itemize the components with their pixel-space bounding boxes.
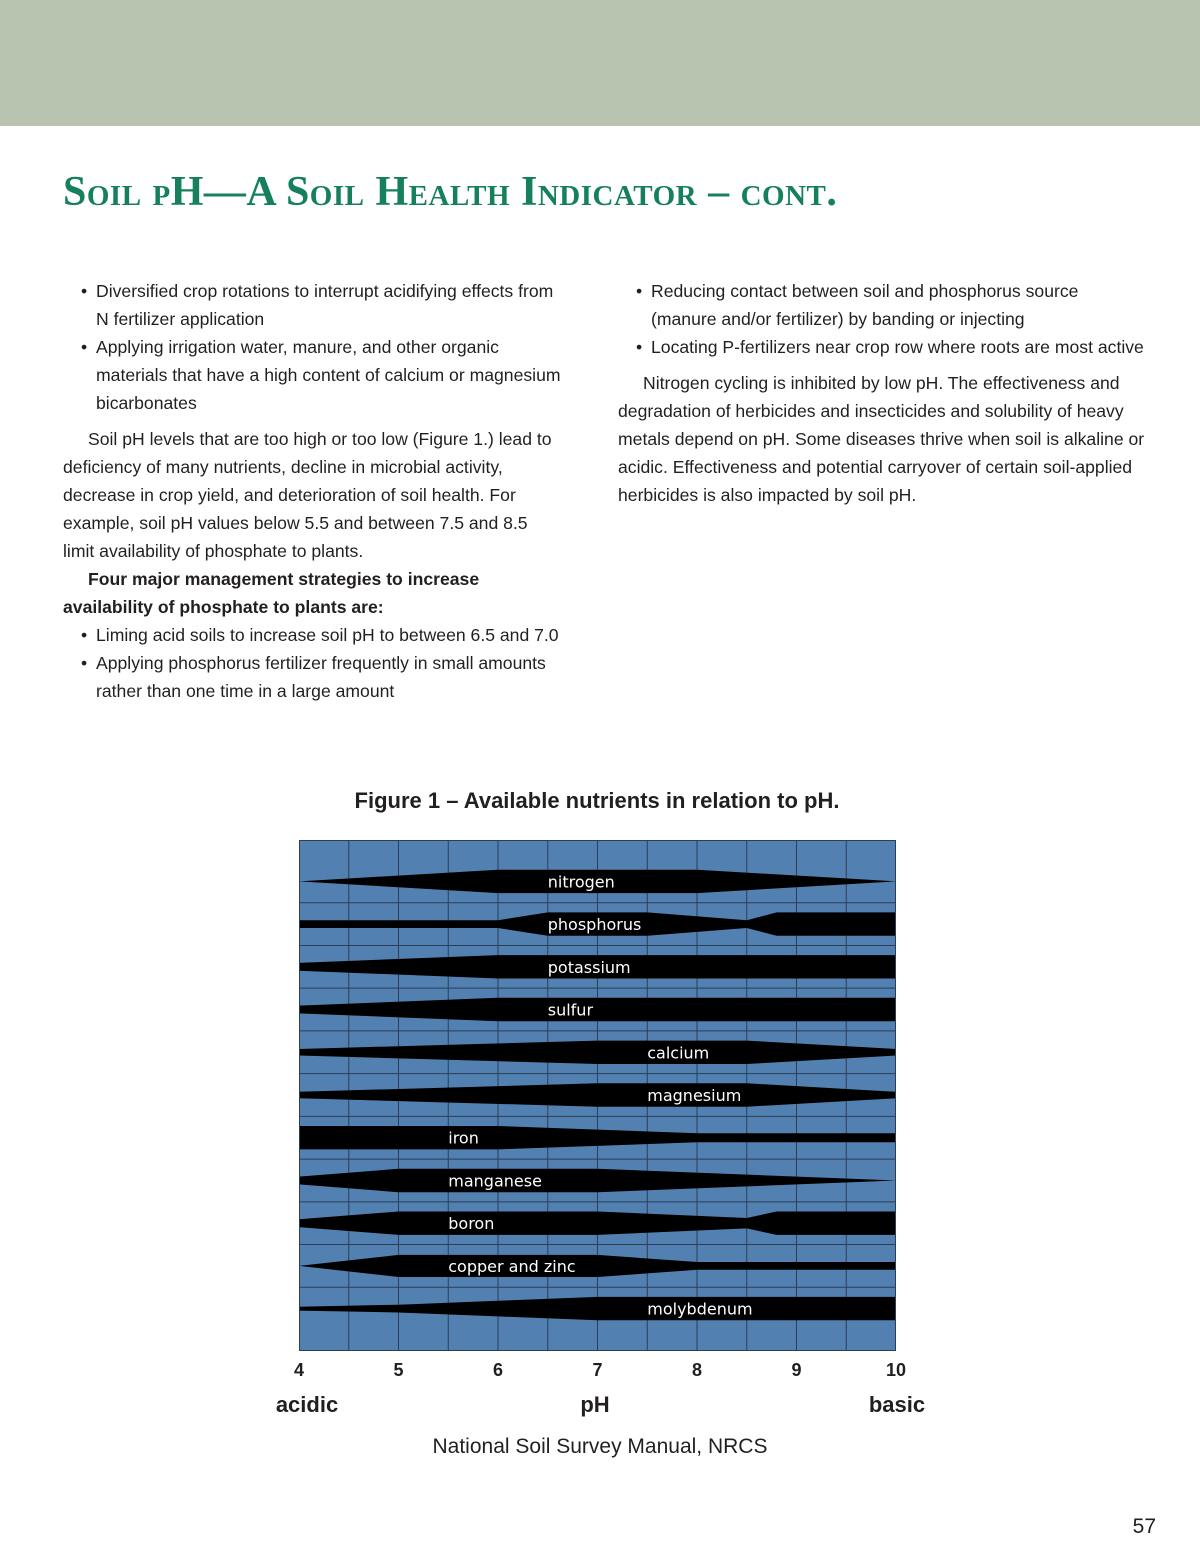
x-axis-ticks [0,1360,1200,1384]
nutrient-chart [299,840,896,1351]
list-item: • Applying phosphorus fertilizer frequently in small amounts rather than one time in a large amount [81,649,563,705]
x-tick-label: 8 [691,1360,703,1380]
list-item: • Liming acid soils to increase soil pH to between 6.5 and 7.0 [81,621,563,649]
nutrient-label: copper and zinc [448,1256,576,1276]
nutrient-label: sulfur [547,1000,594,1020]
nutrient-label: boron [448,1214,495,1234]
basic-label: basic [868,1392,926,1417]
right-bullet-list [618,277,1148,361]
x-tick-label: 9 [791,1360,802,1380]
right-column [618,277,1148,509]
x-tick-label: 7 [592,1360,603,1380]
left-bullet-list-bottom [63,621,563,705]
header-band [0,0,1200,126]
list-item: • Reducing contact between soil and phosphorus source (manure and/or fertilizer) by banding or injecting [636,277,1148,333]
nutrient-label: iron [448,1128,479,1148]
nutrient-label: calcium [647,1043,710,1063]
x-tick-label: 6 [492,1360,504,1380]
nutrient-label: potassium [547,957,631,977]
left-bullet-list-top [63,277,563,417]
nutrient-label: magnesium [647,1086,742,1105]
list-item: • Diversified crop rotations to interrupt acidifying effects from N fertilizer application [81,277,563,333]
nitrogen-cycling-paragraph: Nitrogen cycling is inhibited by low pH. The effectiveness and degradation of herbicides and insecticides and solubility of heavy metals depend on pH. Some diseases thrive when soil is alkaline or acidic. Effectiveness and potential carryover of certain soil-applied herbicides is also impacted by soil pH. [618,373,1145,505]
x-tick-label: 5 [393,1360,404,1380]
nutrient-label: phosphorus [547,915,642,935]
x-tick-label: 10 [885,1360,907,1380]
list-item: • Applying irrigation water, manure, and other organic materials that have a high content of calcium or magnesium bicarbonates [81,333,563,417]
x-tick-label: 4 [293,1360,305,1380]
nutrient-band-boron [299,1212,896,1235]
ph-levels-paragraph: Soil pH levels that are too high or too low (Figure 1.) lead to deficiency of many nutrients, decline in microbial activity, decrease in crop yield, and deterioration of soil health. For example, soil pH values below 5.5 and between 7.5 and 8.5 limit availability of phosphate to plants. [63,429,552,561]
figure-title: Figure 1 – Available nutrients in relation to pH. [354,788,840,813]
page-title: Soil pH—A Soil Health Indicator – cont. [63,169,838,215]
figure-source: National Soil Survey Manual, NRCS [432,1435,768,1458]
nutrient-label: manganese [448,1171,542,1191]
x-axis-labels [0,1392,1200,1422]
left-column [63,277,563,705]
nutrient-label: nitrogen [547,872,615,892]
acidic-label: acidic [275,1392,339,1417]
nutrient-chart-svg [299,840,896,1351]
nutrient-label: molybdenum [647,1299,753,1319]
strategy-heading: Four major management strategies to increase availability of phosphate to plants are: [63,569,480,617]
page-number: 57 [1132,1515,1156,1538]
list-item: • Locating P-fertilizers near crop row where roots are most active [636,333,1148,361]
x-axis-title: pH [580,1392,610,1417]
